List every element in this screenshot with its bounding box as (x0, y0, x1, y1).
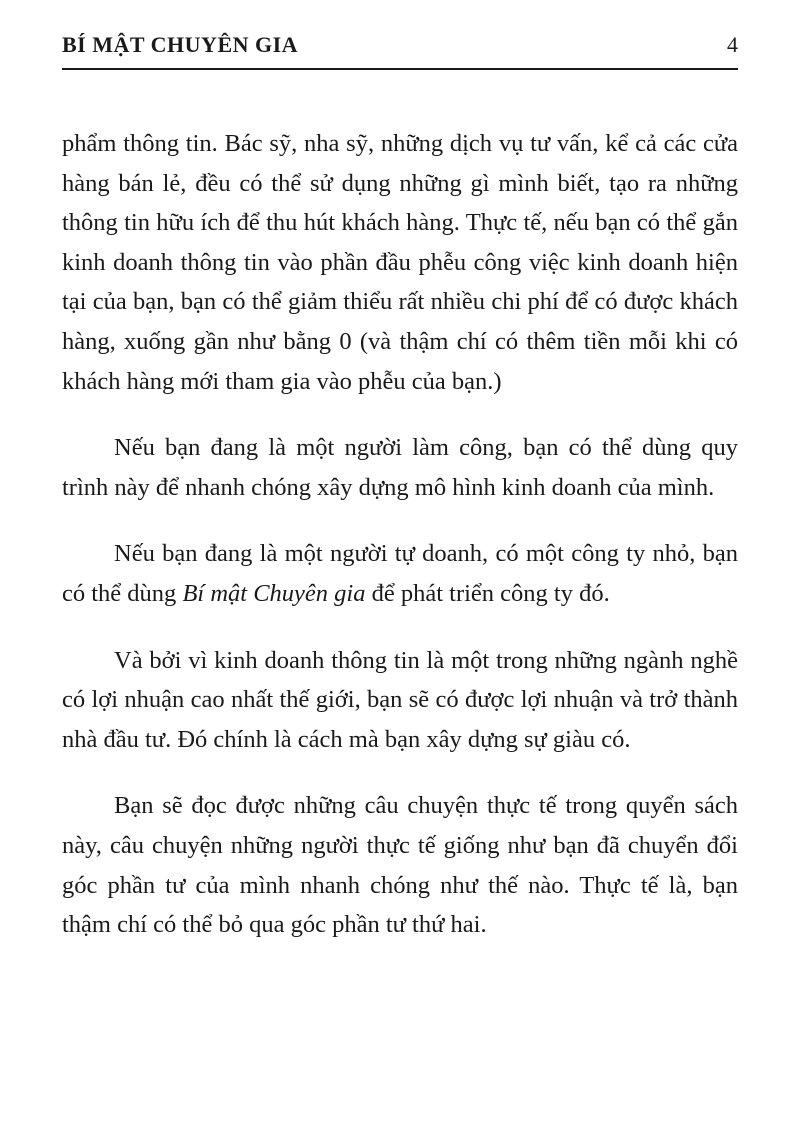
book-title-italic: Bí mật Chuyên gia (182, 579, 366, 607)
page-header (62, 28, 738, 70)
paragraph-3-text-before: Nếu bạn đang là một người tự doanh, có một công ty nhỏ, bạn có thể dùng (62, 540, 738, 607)
paragraph-3-text-after: để phát triển công ty đó. (365, 579, 610, 607)
body-text (62, 124, 738, 972)
page-number: 4 (727, 32, 738, 57)
paragraph-1: phẩm thông tin. Bác sỹ, nha sỹ, những dịch vụ tư vấn, kể cả các cửa hàng bán lẻ, đều có thể sử dụng những gì mình biết, tạo ra những thông tin hữu ích để thu hút khách hàng. Thực tế, nếu bạn có thể gắn kinh doanh thông tin vào phần đầu phễu công việc kinh doanh hiện tại của bạn, bạn có thể giảm thiểu rất nhiều chi phí để có được khách hàng, xuống gần như bằng 0 (và thậm chí có thêm tiền mỗi khi có khách hàng mới tham gia vào phễu của bạn.) (62, 130, 738, 395)
paragraph-5: Bạn sẽ đọc được những câu chuyện thực tế trong quyển sách này, câu chuyện những người thực tế giống như bạn đã chuyển đổi góc phần tư của mình nhanh chóng như thế nào. Thực tế là, bạn thậm chí có thể bỏ qua góc phần tư thứ hai. (62, 792, 738, 939)
running-title: BÍ MẬT CHUYÊN GIA (62, 32, 299, 57)
paragraph-2: Nếu bạn đang là một người làm công, bạn có thể dùng quy trình này để nhanh chóng xây dựng mô hình kinh doanh của mình. (62, 434, 738, 501)
paragraph-4: Và bởi vì kinh doanh thông tin là một trong những ngành nghề có lợi nhuận cao nhất thế giới, bạn sẽ có được lợi nhuận và trở thành nhà đầu tư. Đó chính là cách mà bạn xây dựng sự giàu có. (62, 646, 738, 753)
paragraph-3 (62, 534, 738, 613)
